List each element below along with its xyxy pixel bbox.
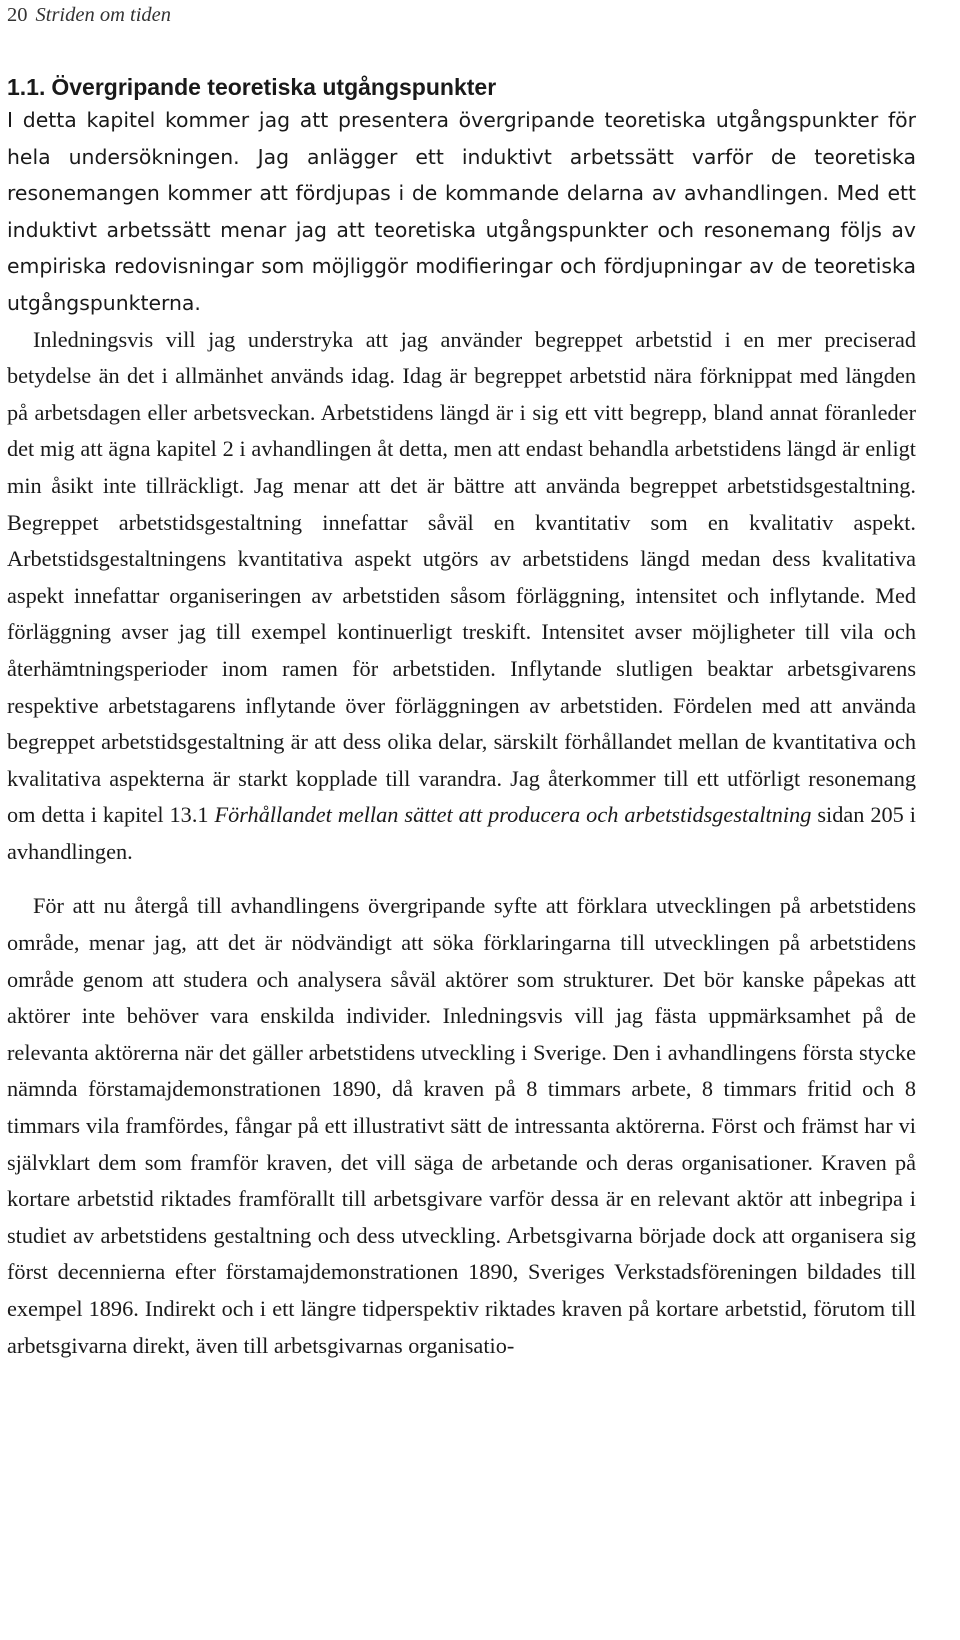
- paragraph-arbetstid: [7, 322, 916, 871]
- chapter-reference-title: Förhållandet mellan sättet att producera och arbetstidsgestaltning: [214, 802, 812, 828]
- paragraph-intro-sentences-1: I detta kapitel kommer jag att presentera övergripande teoretiska utgångspunkter för hela undersökningen. Jag anlägger ett induktivt arbetssätt varför de teoretiska resonemangen kommer att fördjupas i de kommande delarna av avhandlingen.: [7, 108, 916, 206]
- section-title: Övergripande teoretiska utgångspunkter: [51, 74, 497, 100]
- running-title: Striden om tiden: [35, 4, 172, 26]
- paragraph-aktorer: [7, 888, 916, 1364]
- page-number: 20: [7, 4, 28, 26]
- paragraph-aktorer-text: För att nu återgå till avhandlingens övergripande syfte att förklara utvecklingen på arbetstidens område, menar jag, att det är nödvändigt att söka förklaringarna till utvecklingen på arbetstidens område genom att studera och analysera såväl aktörer som strukturer. Det bör kanske påpekas att aktörer inte behöver vara enskilda individer. Inledningsvis vill jag fästa uppmärksamhet på de relevanta aktörerna när det gäller arbetstidens utveckling i Sverige. Den i avhandlingens första stycke nämnda förstamajdemonstrationen 1890, då kraven på 8 timmars arbete, 8 timmars fritid och 8 timmars vila framfördes, fångar på ett illustrativt sätt de intressanta aktörerna. Först och främst har vi självklart dem som framför kraven, det vill säga de arbetande och deras organisationer. Kraven på kortare arbetstid riktades framförallt till arbetsgivare varför dessa är en relevant aktör att inbegripa i studiet av arbetstidens gestaltning och dess utveckling. Arbetsgivarna började dock att organisera sig först decennierna efter förstamajdemonstrationen 1890, Sveriges Verkstadsföreningen bildades till exempel 1896. Indirekt och i ett längre tidperspektiv riktades kraven på kortare arbetstid, förutom till arbetsgivarna direkt, även till arbetsgivarnas organisatio-: [7, 893, 916, 1358]
- paragraph-arbetstid-page-ref: sidan 205 i avhandlingen.: [7, 802, 916, 864]
- paragraph-intro-sentences-2: Med ett induktivt arbetssätt menar jag att teoretiska utgångspunkter och resonemang följs av empiriska redovisningar som möjliggör modifieringar och fördjupningar av de teoretiska utgångspunkterna.: [7, 181, 916, 315]
- paragraph-arbetstid-text: Inledningsvis vill jag understryka att jag använder begreppet arbetstid i en mer preciserad betydelse än det i allmänhet används idag. Idag är begreppet arbetstid nära förknippat med längden på arbetsdagen eller arbetsveckan. Arbetstidens längd är i sig ett vitt begrepp, bland annat föranleder det mig att ägna kapitel 2 i avhandlingen åt detta, men att endast behandla arbetstidens längd är enligt min åsikt inte tillräckligt. Jag menar att det är bättre att använda begreppet arbetstidsgestaltning. Begreppet arbetstidsgestaltning innefattar såväl en kvantitativ som en kvalitativ aspekt. Arbetstidsgestaltningens kvantitativa aspekt utgörs av arbetstidens längd medan dess kvalitativa aspekt innefattar organiseringen av arbetstiden såsom förläggning, intensitet och inflytande. Med förläggning avser jag till exempel kontinuerligt treskift. Intensitet avser möjligheter till vila och återhämtningsperioder inom ramen för arbetstiden. Inflytande slutligen beaktar arbetsgivarens respektive arbetstagarens inflytande över förläggningen av arbetstiden. Fördelen med att använda begreppet arbetstidsgestaltning är att dess olika delar, särskilt förhållandet mellan de kvantitativa och kvalitativa aspekterna är starkt kopplade till varandra. Jag återkommer till ett utförligt resonemang om detta i kapitel 13.1: [7, 326, 916, 828]
- section-number: 1.1.: [7, 74, 46, 100]
- running-head: [7, 0, 916, 30]
- paragraph-intro: [7, 102, 916, 322]
- section-heading: [7, 72, 916, 102]
